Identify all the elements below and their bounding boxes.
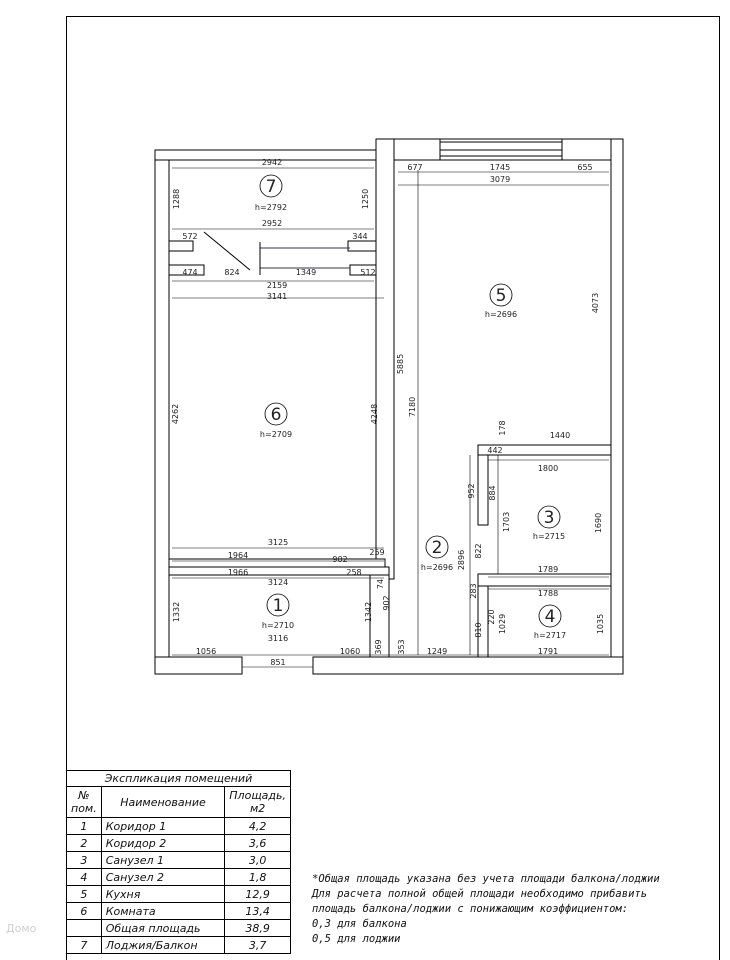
dim-text: 512 xyxy=(360,268,376,277)
dim-text: 1249 xyxy=(426,647,448,656)
dim-text: 2159 xyxy=(266,281,288,290)
row-name: Коридор 2 xyxy=(101,835,225,852)
dim-text: 258 xyxy=(346,568,362,577)
row-num: 3 xyxy=(67,852,102,869)
dim-text: 1056 xyxy=(195,647,217,656)
dim-text: 1288 xyxy=(172,188,181,210)
row-area: 13,4 xyxy=(225,903,291,920)
dim-text: 1800 xyxy=(537,464,559,473)
row-area: 3,7 xyxy=(225,937,291,954)
row-name: Кухня xyxy=(101,886,225,903)
wall-loggia-left xyxy=(169,241,193,251)
dim-text: 369 xyxy=(374,639,383,655)
dim-text: 1703 xyxy=(502,511,511,533)
table-row xyxy=(67,886,291,903)
dim-text: 3079 xyxy=(489,175,511,184)
dim-text: 2942 xyxy=(261,158,283,167)
wall-left xyxy=(155,150,169,674)
dim-text: 1690 xyxy=(594,512,603,534)
dim-text: 178 xyxy=(498,420,507,436)
table-row xyxy=(67,903,291,920)
room-5-height: h=2696 xyxy=(484,310,518,319)
row-num: 6 xyxy=(67,903,102,920)
dim-text: 1349 xyxy=(295,268,317,277)
dim-text: 810 xyxy=(474,622,483,638)
dim-text: 3116 xyxy=(267,634,289,643)
row-area: 4,2 xyxy=(225,818,291,835)
watermark-logo: Домо xyxy=(6,922,37,935)
dim-text: 344 xyxy=(352,232,368,241)
room-4-number: 4 xyxy=(544,607,556,627)
table-row xyxy=(67,818,291,835)
row-name: Коридор 1 xyxy=(101,818,225,835)
wall-bottom-right xyxy=(313,657,623,674)
dim-text: 442 xyxy=(487,446,503,455)
row-area: 3,6 xyxy=(225,835,291,852)
row-name: Комната xyxy=(101,903,225,920)
dim-text: 2952 xyxy=(261,219,283,228)
dim-text: 1789 xyxy=(537,565,559,574)
row-num: 7 xyxy=(67,937,102,954)
dim-text: 1029 xyxy=(498,613,507,635)
explication-table xyxy=(66,770,291,954)
row-area: 12,9 xyxy=(225,886,291,903)
dim-text: 1964 xyxy=(227,551,249,560)
row-num: 4 xyxy=(67,869,102,886)
table-row xyxy=(67,869,291,886)
dim-text: 1440 xyxy=(549,431,571,440)
row-num: 1 xyxy=(67,818,102,835)
dim-text: 1332 xyxy=(172,601,181,623)
table-row xyxy=(67,937,291,954)
wall-loggia-right xyxy=(348,241,376,251)
dim-text: 4262 xyxy=(171,403,180,425)
wall-bottom-left xyxy=(155,657,242,674)
row-num xyxy=(67,920,102,937)
dim-text: 824 xyxy=(224,268,240,277)
room-5-number: 5 xyxy=(495,286,507,306)
dim-text: 4248 xyxy=(370,403,379,425)
table-header-row xyxy=(67,787,291,818)
wall-room6-bottom xyxy=(169,559,385,567)
dim-text: 1250 xyxy=(361,188,370,210)
room-1-number: 1 xyxy=(272,596,284,616)
room-2-height: h=2696 xyxy=(420,563,454,572)
row-name: Санузел 2 xyxy=(101,869,225,886)
dim-text: 1060 xyxy=(339,647,361,656)
note-line: площадь балкона/лоджии с понижающим коэффициентом: xyxy=(312,903,629,915)
dim-text: 677 xyxy=(407,163,423,172)
col-name-header: Наименование xyxy=(101,787,225,818)
dim-text: 7180 xyxy=(408,396,417,418)
col-num-header: № пом. xyxy=(67,787,102,818)
area-note xyxy=(312,872,660,947)
dim-text: 3141 xyxy=(266,292,288,301)
row-name: Санузел 1 xyxy=(101,852,225,869)
dim-text: 822 xyxy=(474,543,483,559)
dim-text: 3125 xyxy=(267,538,289,547)
room-4-height: h=2717 xyxy=(533,631,567,640)
table-row xyxy=(67,920,291,937)
door-swing xyxy=(204,232,250,270)
note-line: *Общая площадь указана без учета площади балкона/лоджии xyxy=(312,873,660,885)
dim-text: 474 xyxy=(182,268,198,277)
wall-bath-left xyxy=(478,455,488,525)
note-line: Для расчета полной общей площади необходимо прибавить xyxy=(312,888,648,900)
dim-text: 572 xyxy=(182,232,198,241)
dim-text: 1745 xyxy=(489,163,511,172)
dim-text: 283 xyxy=(469,583,478,599)
room-7-height: h=2792 xyxy=(254,203,288,212)
dim-text: 851 xyxy=(270,658,286,667)
table-row xyxy=(67,835,291,852)
dim-text: 74 xyxy=(376,578,385,590)
room-3-number: 3 xyxy=(543,508,555,528)
row-name: Лоджия/Балкон xyxy=(101,937,225,954)
wall-partition-vertical xyxy=(376,139,394,579)
dim-text: 220 xyxy=(487,609,496,625)
row-num: 2 xyxy=(67,835,102,852)
row-num: 5 xyxy=(67,886,102,903)
row-area: 1,8 xyxy=(225,869,291,886)
row-name: Общая площадь xyxy=(101,920,225,937)
dim-text: 4073 xyxy=(591,292,600,314)
dim-text: 1788 xyxy=(537,589,559,598)
col-area-header: Площадь, м2 xyxy=(225,787,291,818)
dim-text: 3124 xyxy=(267,578,289,587)
dim-text: 1966 xyxy=(227,568,249,577)
room-1-height: h=2710 xyxy=(261,621,295,630)
dim-text: 1342 xyxy=(364,601,373,623)
room-6-number: 6 xyxy=(270,405,282,425)
wall-right xyxy=(611,139,623,674)
explication-title: Экспликация помещений xyxy=(66,770,291,786)
room-6-height: h=2709 xyxy=(259,430,293,439)
dim-text: 884 xyxy=(488,485,497,501)
dim-text: 5885 xyxy=(396,353,405,375)
note-line: 0,3 для балкона xyxy=(312,918,407,930)
dim-text: 1035 xyxy=(596,613,605,635)
dim-text: 655 xyxy=(577,163,593,172)
dim-text: 902 xyxy=(332,555,348,564)
dim-text: 2896 xyxy=(457,549,466,571)
room-3-height: h=2715 xyxy=(532,532,566,541)
dim-text: 1791 xyxy=(537,647,559,656)
table-row xyxy=(67,852,291,869)
dim-text: 259 xyxy=(369,548,385,557)
dim-text: 952 xyxy=(467,483,476,499)
room-7-number: 7 xyxy=(265,177,277,197)
row-area: 38,9 xyxy=(225,920,291,937)
row-area: 3,0 xyxy=(225,852,291,869)
dim-text: 353 xyxy=(397,639,406,655)
note-line: 0,5 для лоджии xyxy=(312,933,401,945)
dim-text: 902 xyxy=(382,595,391,611)
wall-bath-divider xyxy=(478,574,611,586)
room-2-number: 2 xyxy=(431,538,443,558)
